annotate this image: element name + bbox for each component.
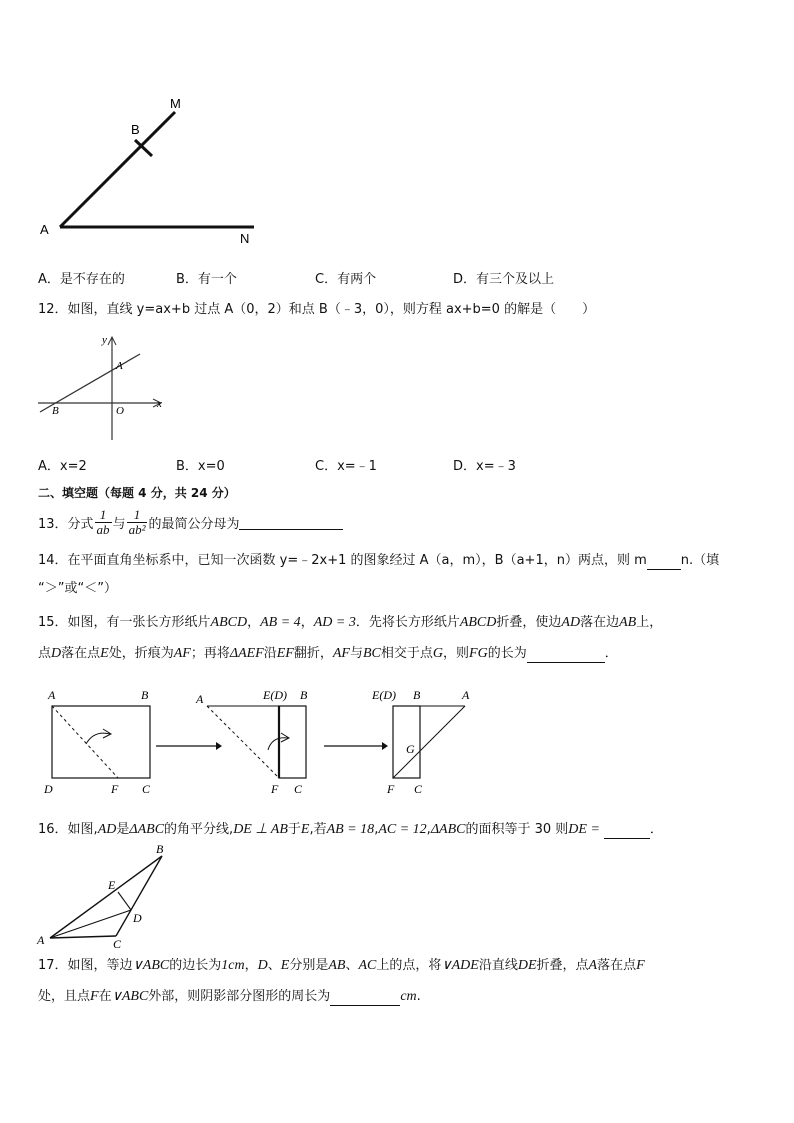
label-b: B <box>52 405 59 417</box>
q13-question <box>38 504 343 540</box>
q15-text: 上， <box>636 615 663 630</box>
label-a: A <box>37 933 45 947</box>
q16-text: 的面积等于 30 则 <box>465 822 569 837</box>
q15-line-1 <box>38 614 662 632</box>
q17-math: AC <box>358 958 377 973</box>
q15-math: EF <box>276 646 294 661</box>
q14-line-1 <box>38 552 719 570</box>
fig2-label-f: F <box>271 782 279 796</box>
q16-text: 的角平分线, <box>164 822 234 837</box>
q17-text: ， <box>244 958 258 973</box>
q13-prefix: 13．分式 <box>38 516 94 532</box>
fig1-fold-line <box>52 706 118 778</box>
q17-math: AB <box>328 958 346 973</box>
q17-line-1 <box>38 957 645 975</box>
q15-math: AB = 4 <box>260 615 301 630</box>
fig1-label-d: D <box>44 782 53 796</box>
q11-option-c: C．有两个 <box>315 272 377 287</box>
side-ac <box>50 936 116 938</box>
q13-suffix: 的最简公分母为 <box>148 516 240 532</box>
q11-option-b: B．有一个 <box>176 272 237 287</box>
q13-frac2-denominator: ab² <box>128 521 146 537</box>
q11-option-d: D．有三个及以上 <box>453 272 555 287</box>
q16-math: AD <box>97 822 117 837</box>
q15-text: ， <box>247 615 261 630</box>
q17-line-2 <box>38 988 421 1006</box>
perpendicular-de <box>118 892 131 910</box>
q16-question <box>38 821 663 839</box>
transition-arrow-2-head <box>382 742 388 750</box>
q16-math: DE = <box>568 822 600 837</box>
q17-math: DE <box>517 958 537 973</box>
label-o: O <box>116 405 124 417</box>
label-b: B <box>156 842 164 856</box>
q15-math: FG <box>469 646 488 661</box>
q17-text: 沿直线 <box>478 958 518 973</box>
q15-text: 处，折痕为 <box>108 646 174 661</box>
q17-math: A <box>588 958 598 973</box>
fig1-label-c: C <box>142 782 151 796</box>
fig2-rectangle <box>279 706 306 778</box>
q15-text: 15．如图，有一张长方形纸片 <box>38 615 211 630</box>
q17-math: ∨ABC <box>132 958 170 973</box>
fig3-label-c: C <box>414 782 423 796</box>
q15-text: 的长为 <box>487 646 527 661</box>
label-c: C <box>113 937 122 951</box>
q17-text: 分别是 <box>289 958 329 973</box>
q16-answer-blank[interactable] <box>604 824 650 839</box>
label-y: y <box>102 334 107 346</box>
q17-unit: cm <box>400 989 417 1004</box>
q15-text: ， <box>300 615 314 630</box>
label-a: A <box>116 360 123 372</box>
q17-text: 外部，则阴影部分图形的周长为 <box>148 989 331 1004</box>
label-n: N <box>240 231 250 246</box>
q15-answer-blank[interactable] <box>527 648 605 663</box>
q16-text: 16．如图, <box>38 822 98 837</box>
fig1-rectangle <box>52 706 150 778</box>
q16-text: 于 <box>287 822 301 837</box>
label-a: A <box>40 222 49 237</box>
side-ab <box>50 856 162 938</box>
q17-math: F <box>636 958 645 973</box>
q11-option-a: A．是不存在的 <box>38 272 125 287</box>
q17-text: 、 <box>345 958 359 973</box>
label-b: B <box>131 122 140 137</box>
q17-math: ∨ABC <box>111 989 149 1004</box>
q13-fraction-2 <box>127 508 148 537</box>
q15-text: 落在点 <box>61 646 101 661</box>
q16-math: DE ⊥ AB <box>233 822 288 837</box>
q15-figures <box>36 682 496 802</box>
q15-text: 相交于点 <box>380 646 433 661</box>
q12-graph <box>36 332 168 444</box>
fig3-label-f: F <box>387 782 395 796</box>
q14-text-end: n.（填 <box>680 553 720 568</box>
q17-text: 落在点 <box>597 958 637 973</box>
q16-math: ΔABC <box>430 822 466 837</box>
label-x: x <box>157 398 162 410</box>
q16-figure <box>34 842 184 952</box>
q17-text: 折叠，点 <box>536 958 589 973</box>
q15-math: AF <box>332 646 350 661</box>
label-m: M <box>170 96 181 111</box>
q17-text: . <box>416 989 421 1004</box>
q14-text: 14．在平面直角坐标系中，已知一次函数 y=﹣2x+1 的图象经过 A（a，m），B（a+1，n）两点，则 m <box>38 553 647 568</box>
q17-math: E <box>280 958 290 973</box>
q15-text: ． <box>604 646 618 661</box>
q17-answer-blank[interactable] <box>330 991 400 1006</box>
section-heading: 二、填空题（每题 4 分，共 24 分） <box>38 486 236 500</box>
bisector-ad <box>50 910 131 938</box>
q15-math: ΔAEF <box>229 646 264 661</box>
q17-text: 的边长为 <box>169 958 222 973</box>
q15-math: E <box>100 646 109 661</box>
fig3-label-b: B <box>413 688 421 702</box>
q15-text: ，则 <box>443 646 470 661</box>
q17-math: 1cm <box>221 958 245 973</box>
q15-math: BC <box>363 646 381 661</box>
q12-option-d: D．x=﹣3 <box>453 459 516 474</box>
q17-text: 在 <box>98 989 112 1004</box>
fig3-fold-line <box>393 706 465 778</box>
q15-math: ABCD <box>459 615 497 630</box>
fig2-label-c: C <box>294 782 303 796</box>
q16-text: , <box>426 822 431 837</box>
ray-am <box>60 112 175 227</box>
q12-option-b: B．x=0 <box>176 459 225 474</box>
fig2-label-a: A <box>196 692 204 706</box>
q16-text: ,若 <box>309 822 327 837</box>
q16-math: AC = 12 <box>378 822 427 837</box>
q16-text: 是 <box>116 822 130 837</box>
q17-math: D <box>257 958 268 973</box>
q15-text: 与 <box>349 646 363 661</box>
q15-math: ABCD <box>210 615 248 630</box>
q17-text: 、 <box>267 958 281 973</box>
q15-text: ；再将 <box>190 646 230 661</box>
q17-text: 处，且点 <box>38 989 91 1004</box>
q16-math: E <box>300 822 310 837</box>
q15-line-2 <box>38 645 618 663</box>
q15-math: AD <box>561 615 581 630</box>
fig1-label-f: F <box>111 782 119 796</box>
q14-answer-blank[interactable] <box>647 555 681 570</box>
q12-option-c: C．x=﹣1 <box>315 459 377 474</box>
fig1-arrow <box>86 733 110 744</box>
fig2-label-b: B <box>300 688 308 702</box>
fig1-label-b: B <box>141 688 149 702</box>
q17-math: ∨ADE <box>441 958 479 973</box>
q13-mid: 与 <box>112 516 126 532</box>
q15-text: 翻折， <box>293 646 333 661</box>
fig3-label-g: G <box>406 742 415 756</box>
q13-fraction-1 <box>95 508 112 537</box>
label-d: D <box>133 911 142 925</box>
q16-text: , <box>374 822 379 837</box>
label-e: E <box>108 878 116 892</box>
fig3-label-a: A <box>462 688 470 702</box>
q17-math: F <box>90 989 99 1004</box>
q13-answer-blank[interactable] <box>239 515 343 530</box>
q15-math: D <box>51 646 62 661</box>
q15-text: 折叠，使边 <box>496 615 562 630</box>
q16-text: ． <box>649 822 663 837</box>
fig1-label-a: A <box>48 688 56 702</box>
q13-frac1-numerator: 1 <box>95 508 112 523</box>
q15-text: 落在边 <box>580 615 620 630</box>
fig2-label-ed: E(D) <box>263 688 287 702</box>
q15-text: 沿 <box>263 646 277 661</box>
q17-text: 上的点，将 <box>376 958 442 973</box>
q16-math: ΔABC <box>129 822 165 837</box>
q15-math: AF <box>173 646 191 661</box>
q17-text: 17．如图，等边 <box>38 958 133 973</box>
fig2-fold-line <box>207 706 279 778</box>
fig3-label-ed: E(D) <box>372 688 396 702</box>
q13-frac2-numerator: 1 <box>127 508 148 523</box>
q12-question: 12．如图，直线 y=ax+b 过点 A（0，2）和点 B（﹣3，0），则方程 ax+b=0 的解是（ ） <box>38 302 596 317</box>
transition-arrow-1-head <box>216 742 222 750</box>
angle-figure <box>30 90 270 250</box>
q13-frac1-denominator: ab <box>96 521 110 537</box>
q14-line-2: “＞”或“＜”） <box>38 581 117 596</box>
q15-text: ．先将长方形纸片 <box>355 615 460 630</box>
q15-text: 点 <box>38 646 52 661</box>
q12-option-a: A．x=2 <box>38 459 87 474</box>
q15-math: G <box>432 646 444 661</box>
q15-math: AB <box>619 615 637 630</box>
q16-math: AB = 18 <box>326 822 375 837</box>
q15-math: AD = 3 <box>313 615 356 630</box>
